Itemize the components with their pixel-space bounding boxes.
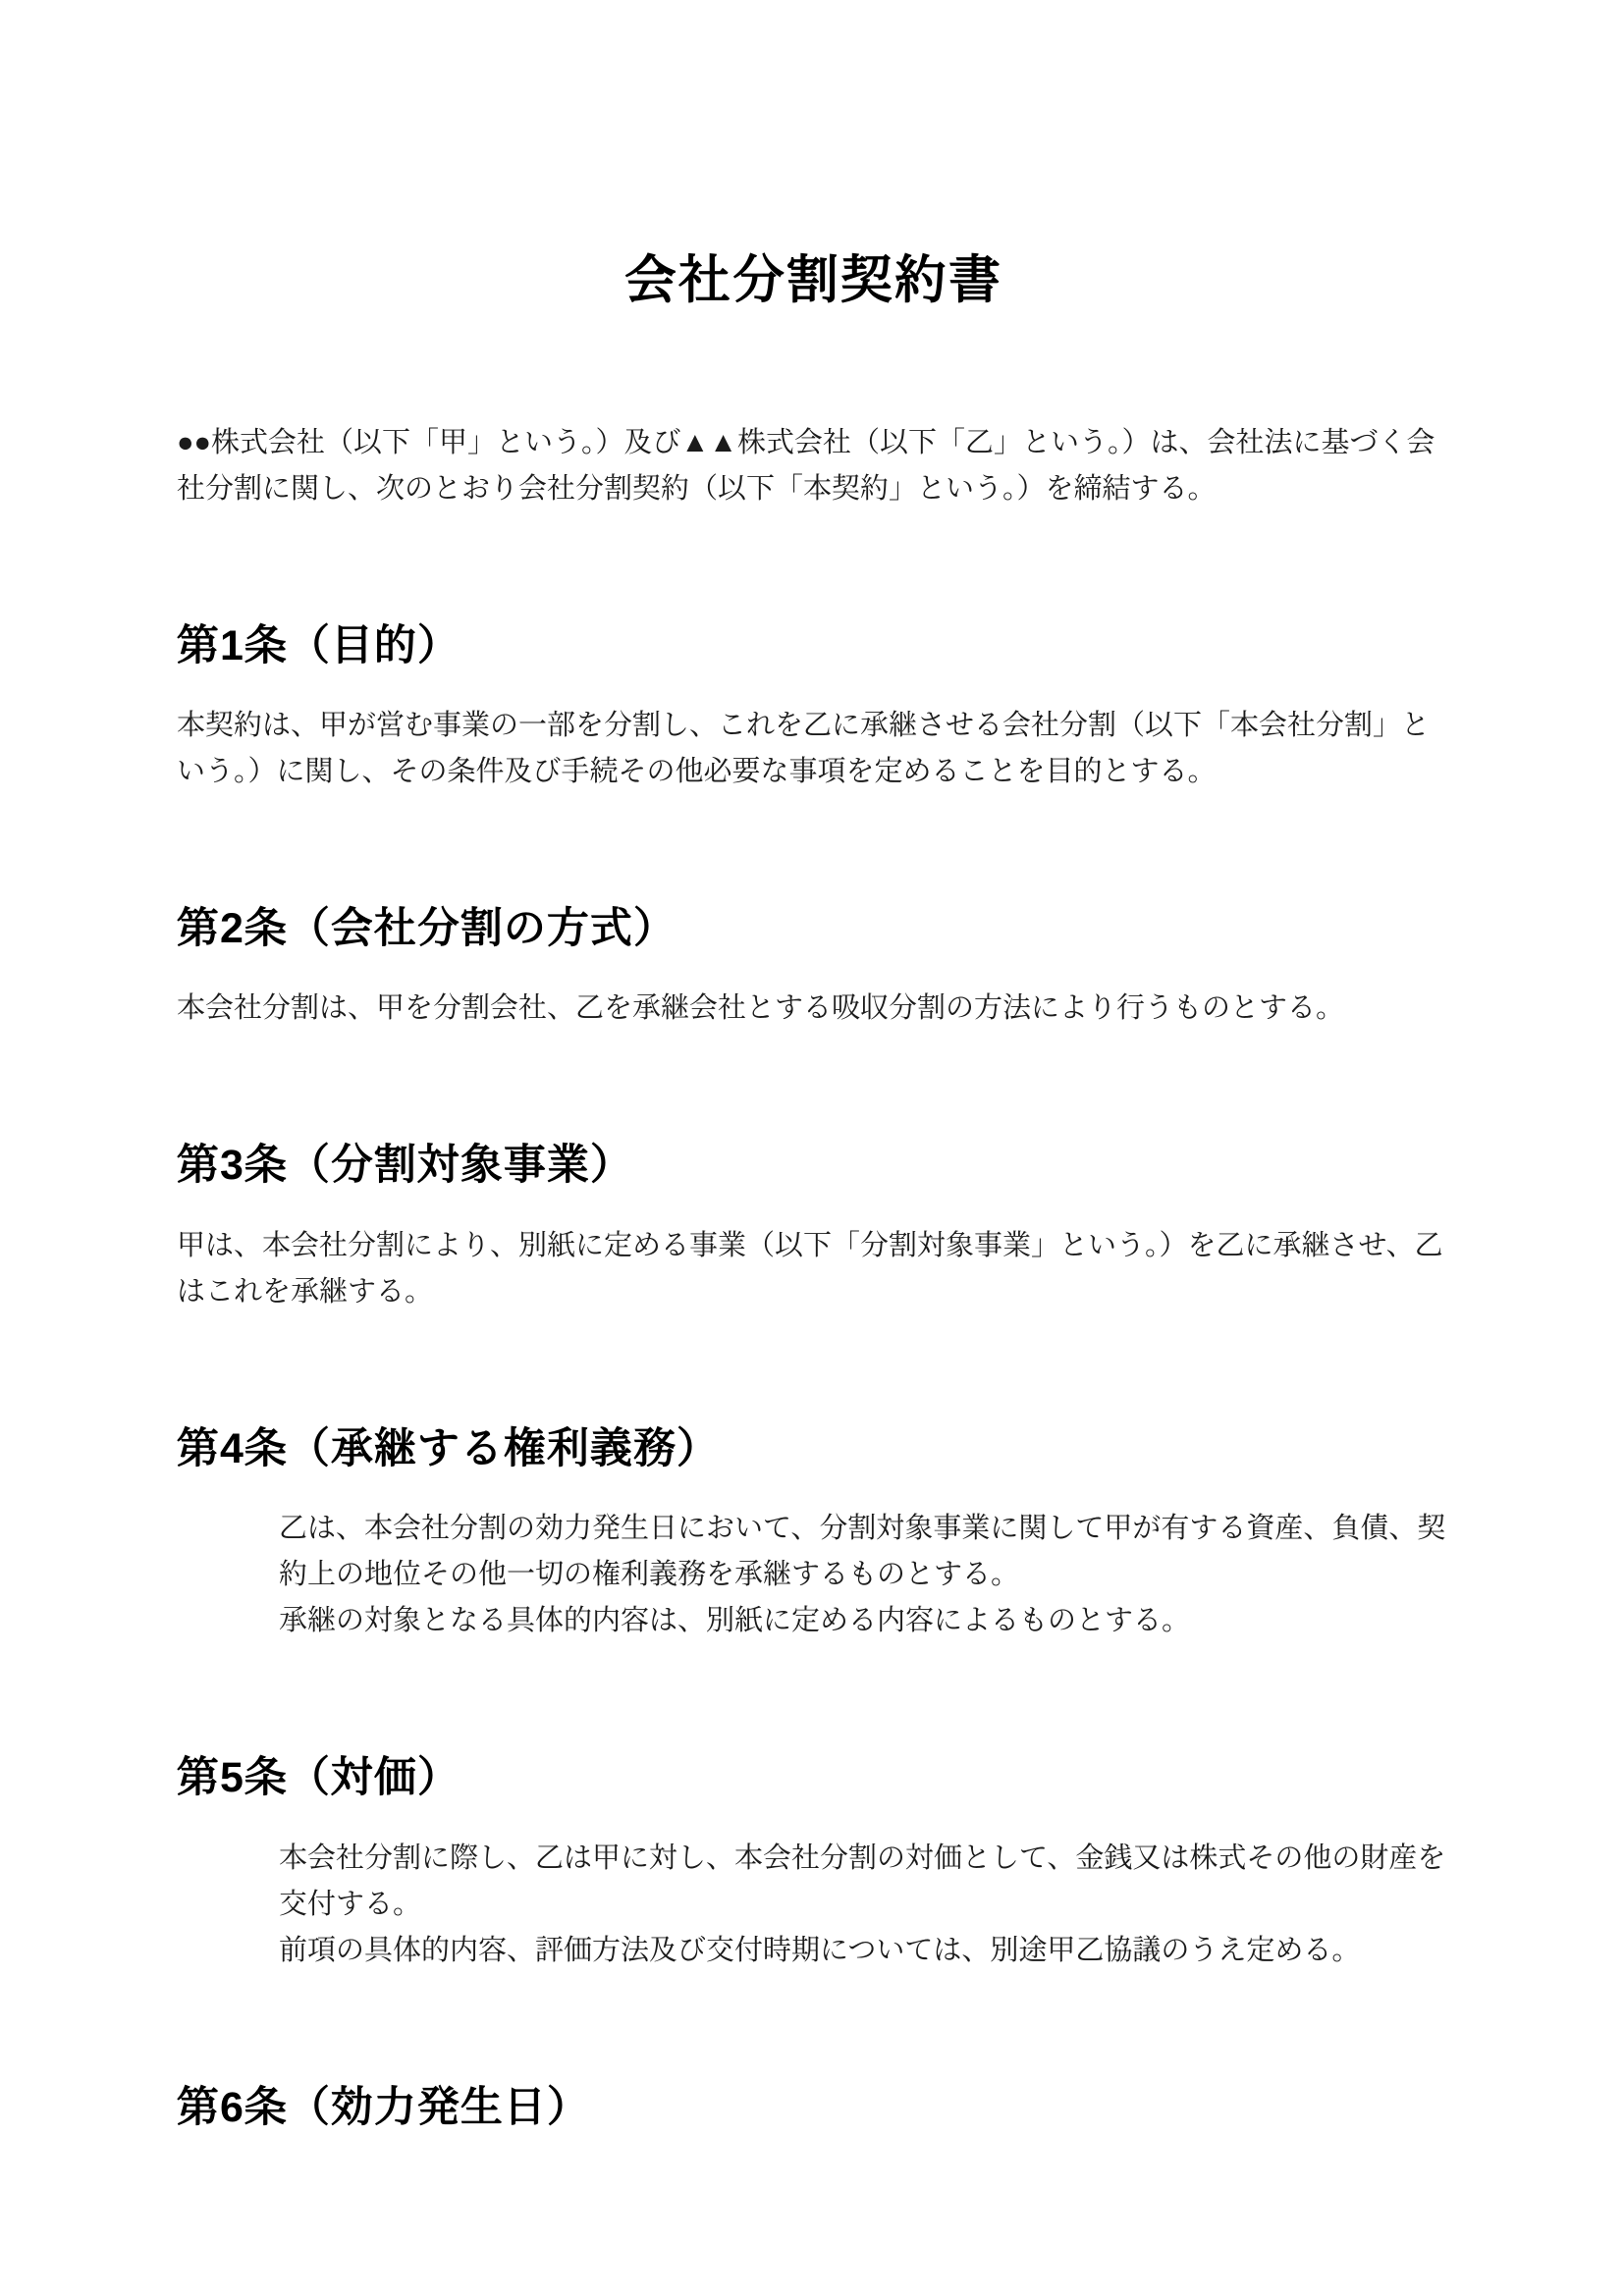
article-3-heading: 第3条（分割対象事業） [177,1142,633,1190]
article-2-body [177,986,1450,1032]
article-6-heading: 第6条（効力発生日） [177,2083,590,2131]
document-title: 会社分割契約書 [624,251,1002,309]
article-6 [177,2084,1450,2132]
article-5-heading: 第5条（対価） [177,1754,460,1802]
article-4-body [177,1506,1450,1644]
article-5-paragraph-2: 前項の具体的内容、評価方法及び交付時期については、別途甲乙協議のうえ定める。 [279,1934,1361,1966]
article-4 [177,1425,1450,1644]
article-4-heading: 第4条（承継する権利義務） [177,1424,720,1472]
article-3 [177,1142,1450,1314]
article-2-paragraph: 本会社分割は、甲を分割会社、乙を承継会社とする吸収分割の方法により行うものとする。 [177,992,1345,1025]
article-1 [177,622,1450,795]
article-3-body [177,1223,1450,1315]
article-5-paragraph-1: 本会社分割に際し、乙は甲に対し、本会社分割の対価として、金銭又は株式その他の財産を交付する。 [279,1842,1446,1920]
article-4-paragraph-1: 乙は、本会社分割の効力発生日において、分割対象事業に関して甲が有する資産、負債、契約上の地位その他一切の権利義務を承継するものとする。 [279,1513,1446,1591]
article-5 [177,1754,1450,1973]
article-3-paragraph: 甲は、本会社分割により、別紙に定める事業（以下「分割対象事業」という。）を乙に承継させ、乙はこれを承継する。 [177,1229,1443,1308]
article-2 [177,905,1450,1032]
article-2-heading: 第2条（会社分割の方式） [177,904,677,952]
article-5-body [177,1836,1450,1974]
document-intro-paragraph: ●●株式会社（以下「甲」という。）及び▲▲株式会社（以下「乙」という。）は、会社法に基づく会社分割に関し、次のとおり会社分割契約（以下「本契約」という。）を締結する。 [177,426,1435,505]
article-1-heading: 第1条（目的） [177,621,460,669]
article-4-paragraph-2: 承継の対象となる具体的内容は、別紙に定める内容によるものとする。 [279,1605,1191,1637]
article-1-body [177,703,1450,795]
article-1-paragraph: 本契約は、甲が営む事業の一部を分割し、これを乙に承継させる会社分割（以下「本会社分割」という。）に関し、その条件及び手続その他必要な事項を定めることを目的とする。 [177,709,1431,787]
